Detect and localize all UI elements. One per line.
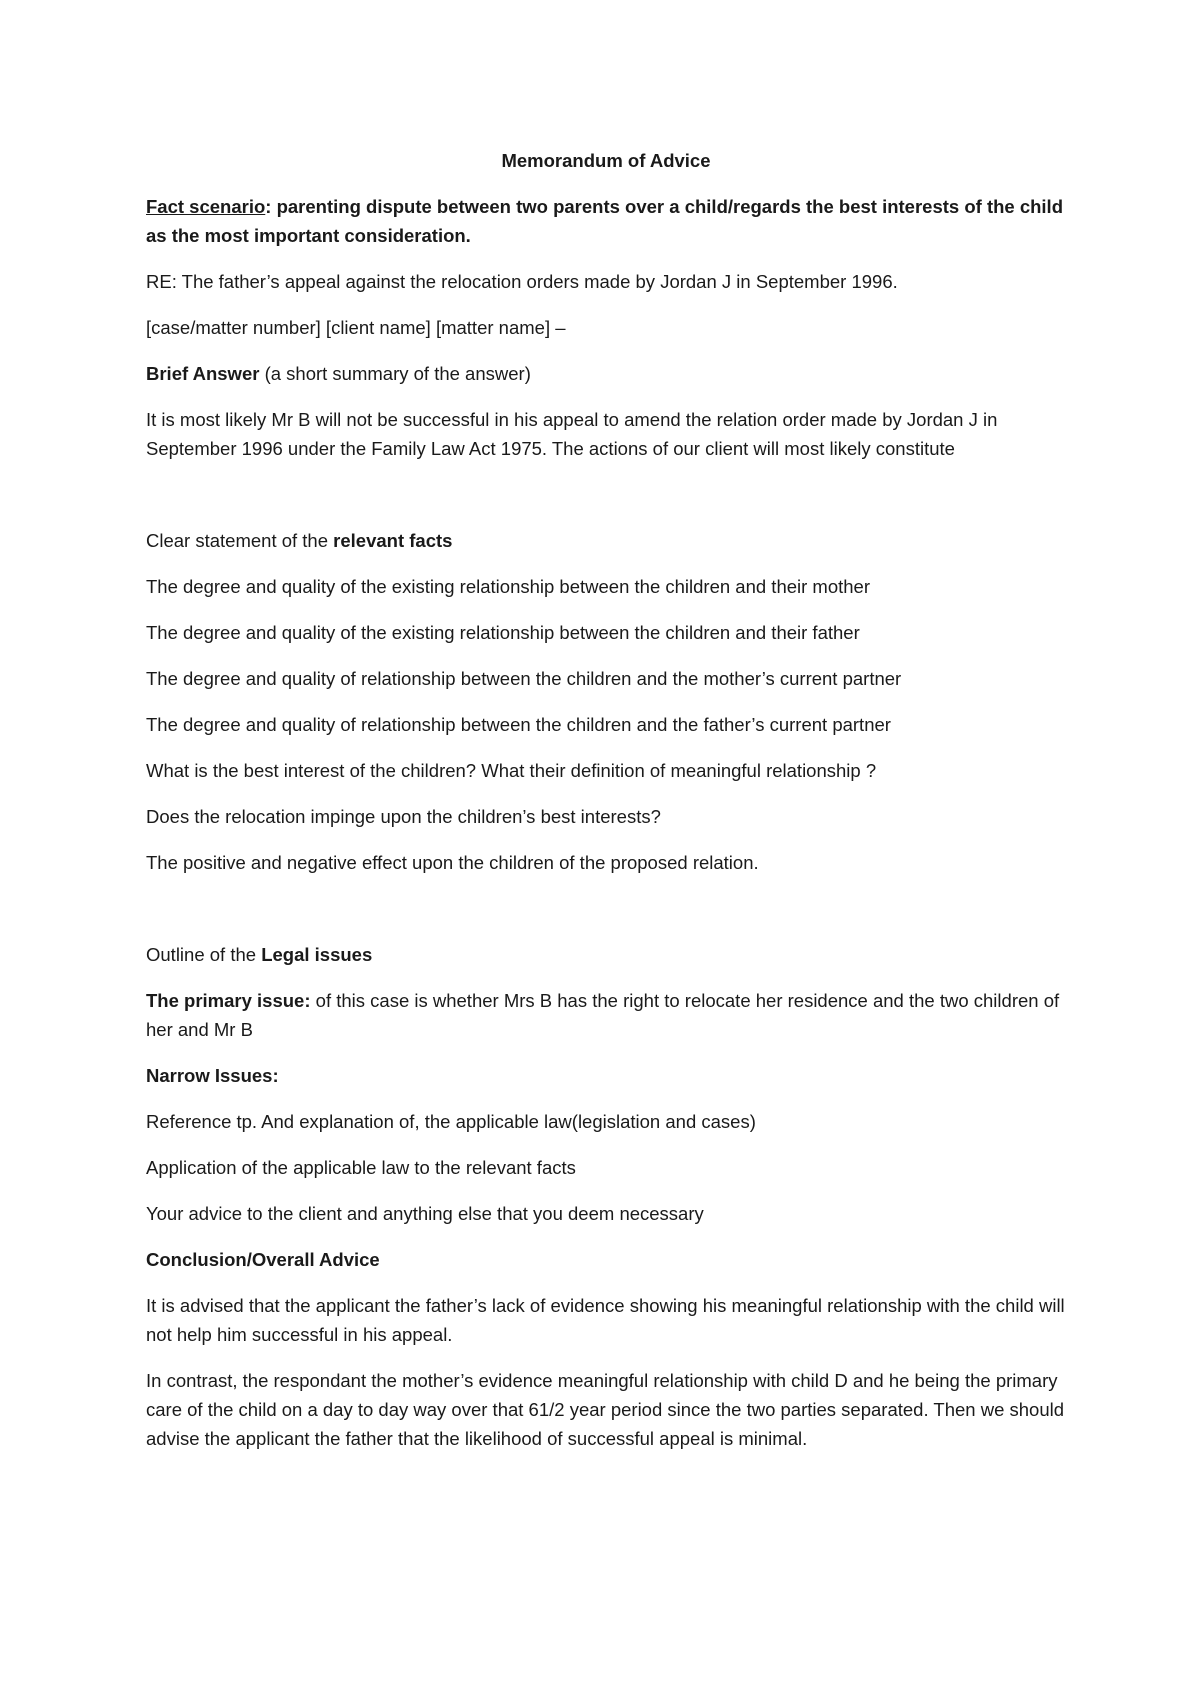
conclusion-paragraph: It is advised that the applicant the father’s lack of evidence showing his meaningful relationship with the child will not help him successful in his appeal. bbox=[146, 1295, 1065, 1345]
fact-item: Does the relocation impinge upon the children’s best interests? bbox=[146, 806, 661, 827]
spacer bbox=[146, 480, 1066, 526]
fact-item: The degree and quality of relationship between the children and the mother’s current partner bbox=[146, 668, 902, 689]
fact-item: The degree and quality of the existing relationship between the children and their father bbox=[146, 622, 860, 643]
memo-title: Memorandum of Advice bbox=[501, 150, 711, 171]
fact-scenario-paragraph bbox=[146, 192, 1066, 250]
re-line: RE: The father’s appeal against the relocation orders made by Jordan J in September 1996. bbox=[146, 271, 898, 292]
relevant-facts-heading-bold: relevant facts bbox=[333, 530, 453, 551]
primary-issue-label: The primary issue: bbox=[146, 990, 311, 1011]
fact-scenario-separator: : bbox=[265, 196, 277, 217]
issue-item: Your advice to the client and anything else that you deem necessary bbox=[146, 1203, 704, 1224]
brief-answer-label: Brief Answer bbox=[146, 363, 260, 384]
legal-issues-heading-bold: Legal issues bbox=[261, 944, 373, 965]
primary-issue-paragraph bbox=[146, 986, 1066, 1044]
case-line: [case/matter number] [client name] [matter name] – bbox=[146, 317, 566, 338]
primary-issue-text: of this case is whether Mrs B has the right to relocate her residence and the two children of her and Mr B bbox=[146, 990, 1060, 1040]
fact-item: The degree and quality of relationship between the children and the father’s current partner bbox=[146, 714, 891, 735]
conclusion-heading: Conclusion/Overall Advice bbox=[146, 1249, 380, 1270]
conclusion-paragraph: In contrast, the respondant the mother’s evidence meaningful relationship with child D and he being the primary care of the child on a day to day way over that 61/2 year period since the two parties separated. Then we should advise the applicant the father that the likelihood of successful appeal is minimal. bbox=[146, 1370, 1065, 1449]
brief-answer-text: It is most likely Mr B will not be successful in his appeal to amend the relation order made by Jordan J in September 1996 under the Family Law Act 1975. The actions of our client will most likely constitute bbox=[146, 409, 998, 459]
narrow-issues-label: Narrow Issues: bbox=[146, 1065, 279, 1086]
legal-issues-heading bbox=[146, 940, 1066, 969]
fact-item: What is the best interest of the children? What their definition of meaningful relationship ? bbox=[146, 760, 877, 781]
fact-item: The positive and negative effect upon the children of the proposed relation. bbox=[146, 852, 759, 873]
issue-item: Application of the applicable law to the relevant facts bbox=[146, 1157, 576, 1178]
brief-answer-heading bbox=[146, 359, 1066, 388]
relevant-facts-heading-prefix: Clear statement of the bbox=[146, 530, 334, 551]
relevant-facts-heading bbox=[146, 526, 1066, 555]
fact-item: The degree and quality of the existing relationship between the children and their mother bbox=[146, 576, 871, 597]
brief-answer-note: (a short summary of the answer) bbox=[259, 363, 531, 384]
legal-issues-heading-prefix: Outline of the bbox=[146, 944, 262, 965]
spacer bbox=[146, 894, 1066, 940]
issue-item: Reference tp. And explanation of, the applicable law(legislation and cases) bbox=[146, 1111, 756, 1132]
fact-scenario-label: Fact scenario bbox=[146, 196, 266, 217]
fact-scenario-text: parenting dispute between two parents over a child/regards the best interests of the child as the most important consideration. bbox=[146, 196, 1063, 246]
memo-body bbox=[146, 146, 1066, 1470]
